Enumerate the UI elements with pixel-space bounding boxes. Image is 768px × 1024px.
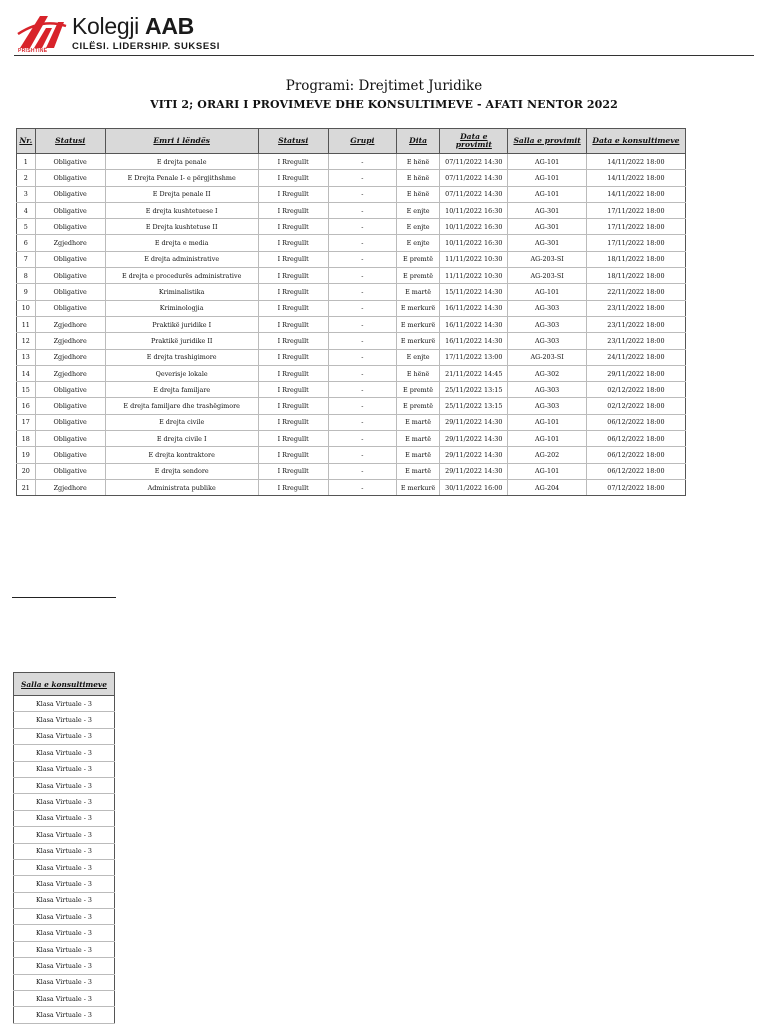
table-cell: 12 bbox=[17, 333, 36, 349]
table-cell: - bbox=[328, 447, 396, 463]
table-row bbox=[17, 447, 686, 463]
table-cell: - bbox=[328, 349, 396, 365]
table-cell: Obligative bbox=[35, 284, 105, 300]
table-cell: Zgjedhore bbox=[35, 316, 105, 332]
table-row bbox=[17, 382, 686, 398]
table-cell: AG-203-SI bbox=[508, 268, 586, 284]
table-cell: 16/11/2022 14:30 bbox=[440, 333, 508, 349]
table-cell: Obligative bbox=[35, 251, 105, 267]
table-row bbox=[17, 251, 686, 267]
table-cell: Obligative bbox=[35, 414, 105, 430]
table-cell: 02/12/2022 18:00 bbox=[586, 382, 685, 398]
consult-cell: Klasa Virtuale - 3 bbox=[14, 745, 115, 761]
table-cell: - bbox=[328, 382, 396, 398]
table-cell: AG-303 bbox=[508, 333, 586, 349]
table-row bbox=[17, 186, 686, 202]
table-cell: 8 bbox=[17, 268, 36, 284]
table-cell: Administrata publike bbox=[105, 479, 258, 495]
table-cell: 16/11/2022 14:30 bbox=[440, 316, 508, 332]
table-row bbox=[17, 398, 686, 414]
college-logo-icon bbox=[16, 12, 68, 50]
table-cell: 23/11/2022 18:00 bbox=[586, 316, 685, 332]
table-cell: 20 bbox=[17, 463, 36, 479]
page-header bbox=[14, 12, 754, 56]
table-cell: Obligative bbox=[35, 186, 105, 202]
consult-row bbox=[14, 794, 115, 810]
table-cell: E drejta civile I bbox=[105, 431, 258, 447]
table-row bbox=[17, 431, 686, 447]
table-cell: AG-101 bbox=[508, 431, 586, 447]
table-row bbox=[17, 170, 686, 186]
table-cell: E drejta sendore bbox=[105, 463, 258, 479]
header-divider bbox=[14, 55, 754, 56]
table-cell: 11/11/2022 10:30 bbox=[440, 268, 508, 284]
consult-cell: Klasa Virtuale - 3 bbox=[14, 810, 115, 826]
table-cell: I Rregullt bbox=[258, 333, 328, 349]
table-cell: AG-301 bbox=[508, 219, 586, 235]
column-header: Emri i lëndës bbox=[105, 129, 258, 154]
table-cell: AG-303 bbox=[508, 316, 586, 332]
column-header: Grupi bbox=[328, 129, 396, 154]
table-cell: I Rregullt bbox=[258, 170, 328, 186]
table-cell: 17/11/2022 18:00 bbox=[586, 202, 685, 218]
consult-row bbox=[14, 712, 115, 728]
table-cell: AG-302 bbox=[508, 365, 586, 381]
table-cell: Zgjedhore bbox=[35, 235, 105, 251]
consult-row bbox=[14, 1007, 115, 1023]
consult-row bbox=[14, 991, 115, 1007]
table-cell: 19 bbox=[17, 447, 36, 463]
table-cell: 25/11/2022 13:15 bbox=[440, 382, 508, 398]
consult-cell: Klasa Virtuale - 3 bbox=[14, 696, 115, 712]
table-row bbox=[17, 463, 686, 479]
table-cell: - bbox=[328, 463, 396, 479]
college-name-bold: AAB bbox=[145, 13, 194, 39]
table-cell: Praktikë juridike II bbox=[105, 333, 258, 349]
table-cell: 15/11/2022 14:30 bbox=[440, 284, 508, 300]
table-cell: Zgjedhore bbox=[35, 479, 105, 495]
table-cell: E premtë bbox=[396, 382, 439, 398]
column-header: Statusi bbox=[258, 129, 328, 154]
table-cell: 10 bbox=[17, 300, 36, 316]
table-cell: 14/11/2022 18:00 bbox=[586, 154, 685, 170]
table-cell: - bbox=[328, 365, 396, 381]
table-cell: Obligative bbox=[35, 300, 105, 316]
consult-body bbox=[14, 696, 115, 1024]
table-cell: 06/12/2022 18:00 bbox=[586, 431, 685, 447]
column-header: Nr. bbox=[17, 129, 36, 154]
consult-cell: Klasa Virtuale - 3 bbox=[14, 843, 115, 859]
table-cell: E hënë bbox=[396, 365, 439, 381]
table-cell: I Rregullt bbox=[258, 349, 328, 365]
table-cell: - bbox=[328, 235, 396, 251]
table-cell: 17/11/2022 18:00 bbox=[586, 235, 685, 251]
table-cell: E drejta familjare bbox=[105, 382, 258, 398]
consult-cell: Klasa Virtuale - 3 bbox=[14, 892, 115, 908]
table-cell: E martë bbox=[396, 431, 439, 447]
table-cell: E hënë bbox=[396, 154, 439, 170]
table-cell: I Rregullt bbox=[258, 154, 328, 170]
consult-cell: Klasa Virtuale - 3 bbox=[14, 974, 115, 990]
table-cell: E enjte bbox=[396, 202, 439, 218]
table-row bbox=[17, 154, 686, 170]
table-cell: 17/11/2022 18:00 bbox=[586, 219, 685, 235]
table-cell: E martë bbox=[396, 447, 439, 463]
table-cell: E enjte bbox=[396, 235, 439, 251]
table-cell: 23/11/2022 18:00 bbox=[586, 300, 685, 316]
table-cell: E Drejta penale II bbox=[105, 186, 258, 202]
table-cell: I Rregullt bbox=[258, 463, 328, 479]
column-header: Data e konsultimeve bbox=[586, 129, 685, 154]
table-cell: E Drejta Penale I- e përgjithshme bbox=[105, 170, 258, 186]
table-cell: I Rregullt bbox=[258, 398, 328, 414]
table-cell: 21/11/2022 14:45 bbox=[440, 365, 508, 381]
consult-row bbox=[14, 696, 115, 712]
table-cell: E hënë bbox=[396, 186, 439, 202]
table-cell: AG-202 bbox=[508, 447, 586, 463]
table-cell: 10/11/2022 16:30 bbox=[440, 219, 508, 235]
table-cell: Zgjedhore bbox=[35, 349, 105, 365]
table-cell: 9 bbox=[17, 284, 36, 300]
table-cell: I Rregullt bbox=[258, 268, 328, 284]
table-cell: I Rregullt bbox=[258, 382, 328, 398]
table-cell: Obligative bbox=[35, 463, 105, 479]
consult-cell: Klasa Virtuale - 3 bbox=[14, 761, 115, 777]
table-cell: 22/11/2022 18:00 bbox=[586, 284, 685, 300]
table-cell: Obligative bbox=[35, 170, 105, 186]
table-cell: I Rregullt bbox=[258, 202, 328, 218]
table-cell: - bbox=[328, 398, 396, 414]
table-cell: E drejta trashigimore bbox=[105, 349, 258, 365]
table-cell: I Rregullt bbox=[258, 447, 328, 463]
table-cell: Kriminologjia bbox=[105, 300, 258, 316]
table-cell: 16/11/2022 14:30 bbox=[440, 300, 508, 316]
table-cell: 29/11/2022 14:30 bbox=[440, 447, 508, 463]
table-cell: I Rregullt bbox=[258, 186, 328, 202]
table-header-row bbox=[17, 129, 686, 154]
table-cell: I Rregullt bbox=[258, 251, 328, 267]
table-cell: - bbox=[328, 284, 396, 300]
table-cell: Praktikë juridike I bbox=[105, 316, 258, 332]
consult-row bbox=[14, 876, 115, 892]
exam-schedule-table bbox=[16, 128, 686, 496]
table-cell: 25/11/2022 13:15 bbox=[440, 398, 508, 414]
table-cell: E drejta civile bbox=[105, 414, 258, 430]
table-cell: 1 bbox=[17, 154, 36, 170]
table-cell: AG-303 bbox=[508, 398, 586, 414]
table-cell: 6 bbox=[17, 235, 36, 251]
table-row bbox=[17, 333, 686, 349]
consult-cell: Klasa Virtuale - 3 bbox=[14, 827, 115, 843]
table-cell: Kriminalistika bbox=[105, 284, 258, 300]
consult-row bbox=[14, 810, 115, 826]
table-cell: AG-204 bbox=[508, 479, 586, 495]
table-cell: 14 bbox=[17, 365, 36, 381]
consult-row bbox=[14, 827, 115, 843]
schedule-subtitle: VITI 2; ORARI I PROVIMEVE DHE KONSULTIMEVE - AFATI NENTOR 2022 bbox=[150, 98, 618, 111]
consult-row bbox=[14, 777, 115, 793]
table-cell: AG-303 bbox=[508, 382, 586, 398]
table-cell: E premtë bbox=[396, 268, 439, 284]
table-cell: - bbox=[328, 431, 396, 447]
table-cell: 7 bbox=[17, 251, 36, 267]
table-row bbox=[17, 219, 686, 235]
table-cell: E drejta e media bbox=[105, 235, 258, 251]
consult-row bbox=[14, 925, 115, 941]
table-cell: Obligative bbox=[35, 268, 105, 284]
table-cell: 18/11/2022 18:00 bbox=[586, 251, 685, 267]
table-cell: 29/11/2022 14:30 bbox=[440, 414, 508, 430]
consult-cell: Klasa Virtuale - 3 bbox=[14, 1007, 115, 1023]
table-cell: Zgjedhore bbox=[35, 333, 105, 349]
table-cell: Obligative bbox=[35, 202, 105, 218]
table-cell: Obligative bbox=[35, 398, 105, 414]
table-cell: - bbox=[328, 414, 396, 430]
table-row bbox=[17, 316, 686, 332]
table-cell: 5 bbox=[17, 219, 36, 235]
column-header: Salla e provimit bbox=[508, 129, 586, 154]
table-row bbox=[17, 235, 686, 251]
table-cell: - bbox=[328, 251, 396, 267]
table-cell: I Rregullt bbox=[258, 284, 328, 300]
table-cell: AG-203-SI bbox=[508, 349, 586, 365]
table-cell: E premtë bbox=[396, 398, 439, 414]
table-cell: E drejta penale bbox=[105, 154, 258, 170]
table-cell: 02/12/2022 18:00 bbox=[586, 398, 685, 414]
table-cell: AG-301 bbox=[508, 235, 586, 251]
consult-row bbox=[14, 745, 115, 761]
table-cell: 18 bbox=[17, 431, 36, 447]
table-cell: E drejta kushtetuese I bbox=[105, 202, 258, 218]
consult-cell: Klasa Virtuale - 3 bbox=[14, 777, 115, 793]
table-cell: I Rregullt bbox=[258, 219, 328, 235]
table-cell: E drejta e procedurës administrative bbox=[105, 268, 258, 284]
college-name bbox=[72, 14, 194, 38]
table-cell: E Drejta kushtetuse II bbox=[105, 219, 258, 235]
consult-row bbox=[14, 859, 115, 875]
table-cell: Obligative bbox=[35, 447, 105, 463]
table-cell: 15 bbox=[17, 382, 36, 398]
table-cell: - bbox=[328, 300, 396, 316]
table-cell: - bbox=[328, 170, 396, 186]
table-cell: 07/11/2022 14:30 bbox=[440, 170, 508, 186]
table-cell: 23/11/2022 18:00 bbox=[586, 333, 685, 349]
table-cell: - bbox=[328, 154, 396, 170]
table-cell: 4 bbox=[17, 202, 36, 218]
table-cell: 07/11/2022 14:30 bbox=[440, 186, 508, 202]
table-cell: 06/12/2022 18:00 bbox=[586, 463, 685, 479]
table-cell: AG-101 bbox=[508, 463, 586, 479]
consult-cell: Klasa Virtuale - 3 bbox=[14, 728, 115, 744]
table-cell: - bbox=[328, 316, 396, 332]
table-cell: - bbox=[328, 219, 396, 235]
table-cell: E drejta administrative bbox=[105, 251, 258, 267]
table-cell: I Rregullt bbox=[258, 300, 328, 316]
table-cell: 2 bbox=[17, 170, 36, 186]
table-cell: - bbox=[328, 186, 396, 202]
table-cell: 06/12/2022 18:00 bbox=[586, 414, 685, 430]
consult-row bbox=[14, 843, 115, 859]
table-cell: 17 bbox=[17, 414, 36, 430]
table-cell: 18/11/2022 18:00 bbox=[586, 268, 685, 284]
table-cell: E drejta familjare dhe trashëgimore bbox=[105, 398, 258, 414]
table-body bbox=[17, 154, 686, 496]
table-cell: AG-203-SI bbox=[508, 251, 586, 267]
table-cell: 17/11/2022 13:00 bbox=[440, 349, 508, 365]
college-name-prefix: Kolegji bbox=[72, 13, 139, 39]
table-cell: Zgjedhore bbox=[35, 365, 105, 381]
table-cell: E merkurë bbox=[396, 479, 439, 495]
table-cell: E merkurë bbox=[396, 300, 439, 316]
table-cell: E premtë bbox=[396, 251, 439, 267]
table-cell: Obligative bbox=[35, 154, 105, 170]
consult-row bbox=[14, 892, 115, 908]
program-title: Programi: Drejtimet Juridike bbox=[285, 78, 483, 94]
table-cell: 24/11/2022 18:00 bbox=[586, 349, 685, 365]
table-cell: 06/12/2022 18:00 bbox=[586, 447, 685, 463]
table-cell: AG-101 bbox=[508, 154, 586, 170]
table-cell: 10/11/2022 16:30 bbox=[440, 235, 508, 251]
college-tagline: CILËSI. LIDERSHIP. SUKSESI bbox=[72, 41, 220, 52]
table-cell: 07/11/2022 14:30 bbox=[440, 154, 508, 170]
table-cell: - bbox=[328, 479, 396, 495]
consult-row bbox=[14, 728, 115, 744]
table-cell: I Rregullt bbox=[258, 316, 328, 332]
table-cell: 29/11/2022 14:30 bbox=[440, 463, 508, 479]
consult-cell: Klasa Virtuale - 3 bbox=[14, 941, 115, 957]
table-cell: 16 bbox=[17, 398, 36, 414]
table-cell: I Rregullt bbox=[258, 365, 328, 381]
table-cell: 30/11/2022 16:00 bbox=[440, 479, 508, 495]
consult-row bbox=[14, 941, 115, 957]
logo-city-label: PRISHTINË bbox=[18, 48, 48, 54]
table-cell: 07/12/2022 18:00 bbox=[586, 479, 685, 495]
consult-cell: Klasa Virtuale - 3 bbox=[14, 958, 115, 974]
consult-header-row bbox=[14, 673, 115, 696]
table-cell: - bbox=[328, 202, 396, 218]
table-cell: 3 bbox=[17, 186, 36, 202]
table-cell: 14/11/2022 18:00 bbox=[586, 170, 685, 186]
table-cell: AG-303 bbox=[508, 300, 586, 316]
table-cell: 29/11/2022 18:00 bbox=[586, 365, 685, 381]
table-cell: I Rregullt bbox=[258, 235, 328, 251]
consult-row bbox=[14, 958, 115, 974]
table-cell: - bbox=[328, 268, 396, 284]
table-cell: Obligative bbox=[35, 382, 105, 398]
table-row bbox=[17, 414, 686, 430]
table-cell: 11/11/2022 10:30 bbox=[440, 251, 508, 267]
table-cell: Obligative bbox=[35, 431, 105, 447]
table-cell: AG-101 bbox=[508, 284, 586, 300]
table-row bbox=[17, 479, 686, 495]
table-row bbox=[17, 349, 686, 365]
table-cell: 10/11/2022 16:30 bbox=[440, 202, 508, 218]
table-cell: Obligative bbox=[35, 219, 105, 235]
table-cell: E martë bbox=[396, 463, 439, 479]
table-cell: E drejta kontraktore bbox=[105, 447, 258, 463]
table-cell: E martë bbox=[396, 284, 439, 300]
table-row bbox=[17, 365, 686, 381]
table-cell: E merkurë bbox=[396, 316, 439, 332]
table-row bbox=[17, 284, 686, 300]
table-cell: 21 bbox=[17, 479, 36, 495]
table-cell: AG-301 bbox=[508, 202, 586, 218]
consult-cell: Klasa Virtuale - 3 bbox=[14, 925, 115, 941]
table-cell: Qeverisje lokale bbox=[105, 365, 258, 381]
table-cell: E enjte bbox=[396, 349, 439, 365]
table-cell: I Rregullt bbox=[258, 414, 328, 430]
consult-cell: Klasa Virtuale - 3 bbox=[14, 876, 115, 892]
table-row bbox=[17, 202, 686, 218]
table-cell: E merkurë bbox=[396, 333, 439, 349]
table-cell: I Rregullt bbox=[258, 431, 328, 447]
consult-row bbox=[14, 761, 115, 777]
table-cell: AG-101 bbox=[508, 170, 586, 186]
table-row bbox=[17, 268, 686, 284]
consult-row bbox=[14, 909, 115, 925]
consult-header: Salla e konsultimeve bbox=[14, 673, 115, 696]
consult-cell: Klasa Virtuale - 3 bbox=[14, 794, 115, 810]
section-divider bbox=[12, 597, 116, 598]
table-row bbox=[17, 300, 686, 316]
table-cell: E hënë bbox=[396, 170, 439, 186]
consult-cell: Klasa Virtuale - 3 bbox=[14, 859, 115, 875]
consult-cell: Klasa Virtuale - 3 bbox=[14, 909, 115, 925]
table-cell: AG-101 bbox=[508, 186, 586, 202]
table-cell: 14/11/2022 18:00 bbox=[586, 186, 685, 202]
column-header: Dita bbox=[396, 129, 439, 154]
table-cell: AG-101 bbox=[508, 414, 586, 430]
table-cell: E martë bbox=[396, 414, 439, 430]
table-cell: - bbox=[328, 333, 396, 349]
column-header: Statusi bbox=[35, 129, 105, 154]
consult-row bbox=[14, 974, 115, 990]
consult-cell: Klasa Virtuale - 3 bbox=[14, 991, 115, 1007]
table-cell: I Rregullt bbox=[258, 479, 328, 495]
table-cell: 13 bbox=[17, 349, 36, 365]
column-header: Data e provimit bbox=[440, 129, 508, 154]
table-cell: E enjte bbox=[396, 219, 439, 235]
consult-cell: Klasa Virtuale - 3 bbox=[14, 712, 115, 728]
consultation-room-table bbox=[13, 672, 115, 1024]
table-cell: 29/11/2022 14:30 bbox=[440, 431, 508, 447]
table-cell: 11 bbox=[17, 316, 36, 332]
